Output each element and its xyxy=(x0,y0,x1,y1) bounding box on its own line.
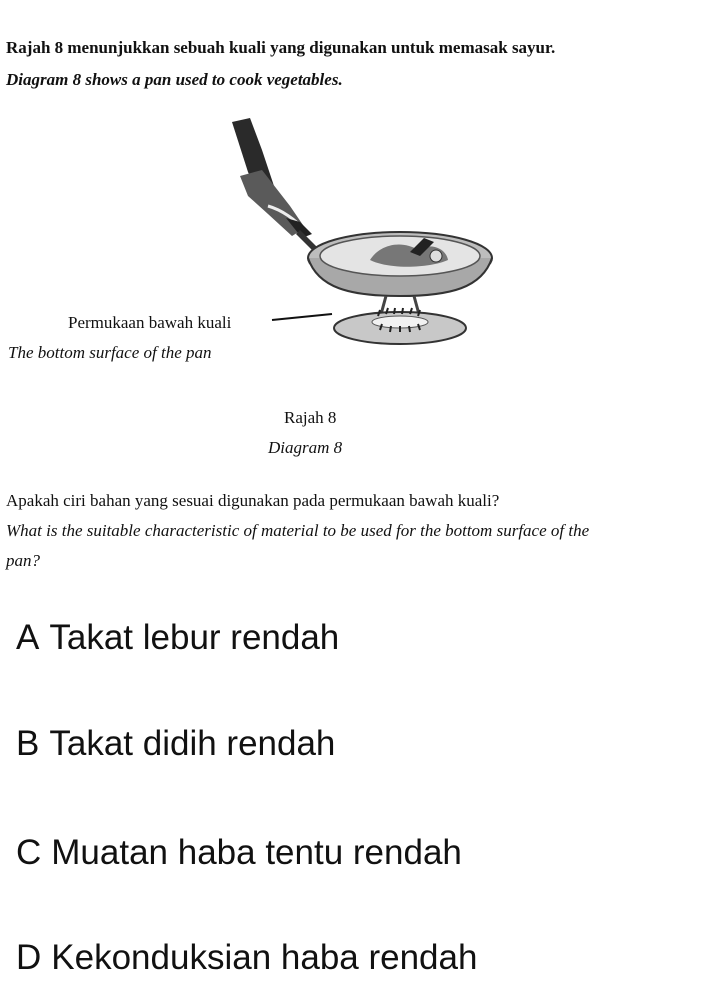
option-letter: A xyxy=(16,618,40,657)
option-text: Takat lebur rendah xyxy=(49,618,340,657)
diagram-caption-malay: Rajah 8 xyxy=(284,408,337,427)
pan-illustration xyxy=(232,118,492,344)
answer-option-d[interactable] xyxy=(16,938,477,978)
option-letter: D xyxy=(16,938,42,977)
question-english-continued: pan? xyxy=(6,551,40,570)
intro-malay: Rajah 8 menunjukkan sebuah kuali yang digunakan untuk memasak sayur. xyxy=(6,38,556,57)
answer-option-c[interactable] xyxy=(16,833,462,873)
question-english: What is the suitable characteristic of material to be used for the bottom surface of the xyxy=(6,521,590,540)
answer-option-a[interactable] xyxy=(16,618,339,658)
diagram-label-malay: Permukaan bawah kuali xyxy=(68,313,232,332)
pan-diagram xyxy=(0,110,720,470)
answer-option-b[interactable] xyxy=(16,724,335,764)
intro-english: Diagram 8 shows a pan used to cook vegetables. xyxy=(6,70,343,89)
option-letter: B xyxy=(16,724,40,763)
option-text: Kekonduksian haba rendah xyxy=(51,938,478,977)
diagram-label-english: The bottom surface of the pan xyxy=(8,343,212,362)
label-pointer-line xyxy=(272,314,332,320)
option-text: Takat didih rendah xyxy=(49,724,336,763)
diagram-caption-english: Diagram 8 xyxy=(268,438,343,457)
question-malay: Apakah ciri bahan yang sesuai digunakan pada permukaan bawah kuali? xyxy=(6,491,500,510)
option-letter: C xyxy=(16,833,42,872)
option-text: Muatan haba tentu rendah xyxy=(51,833,462,872)
